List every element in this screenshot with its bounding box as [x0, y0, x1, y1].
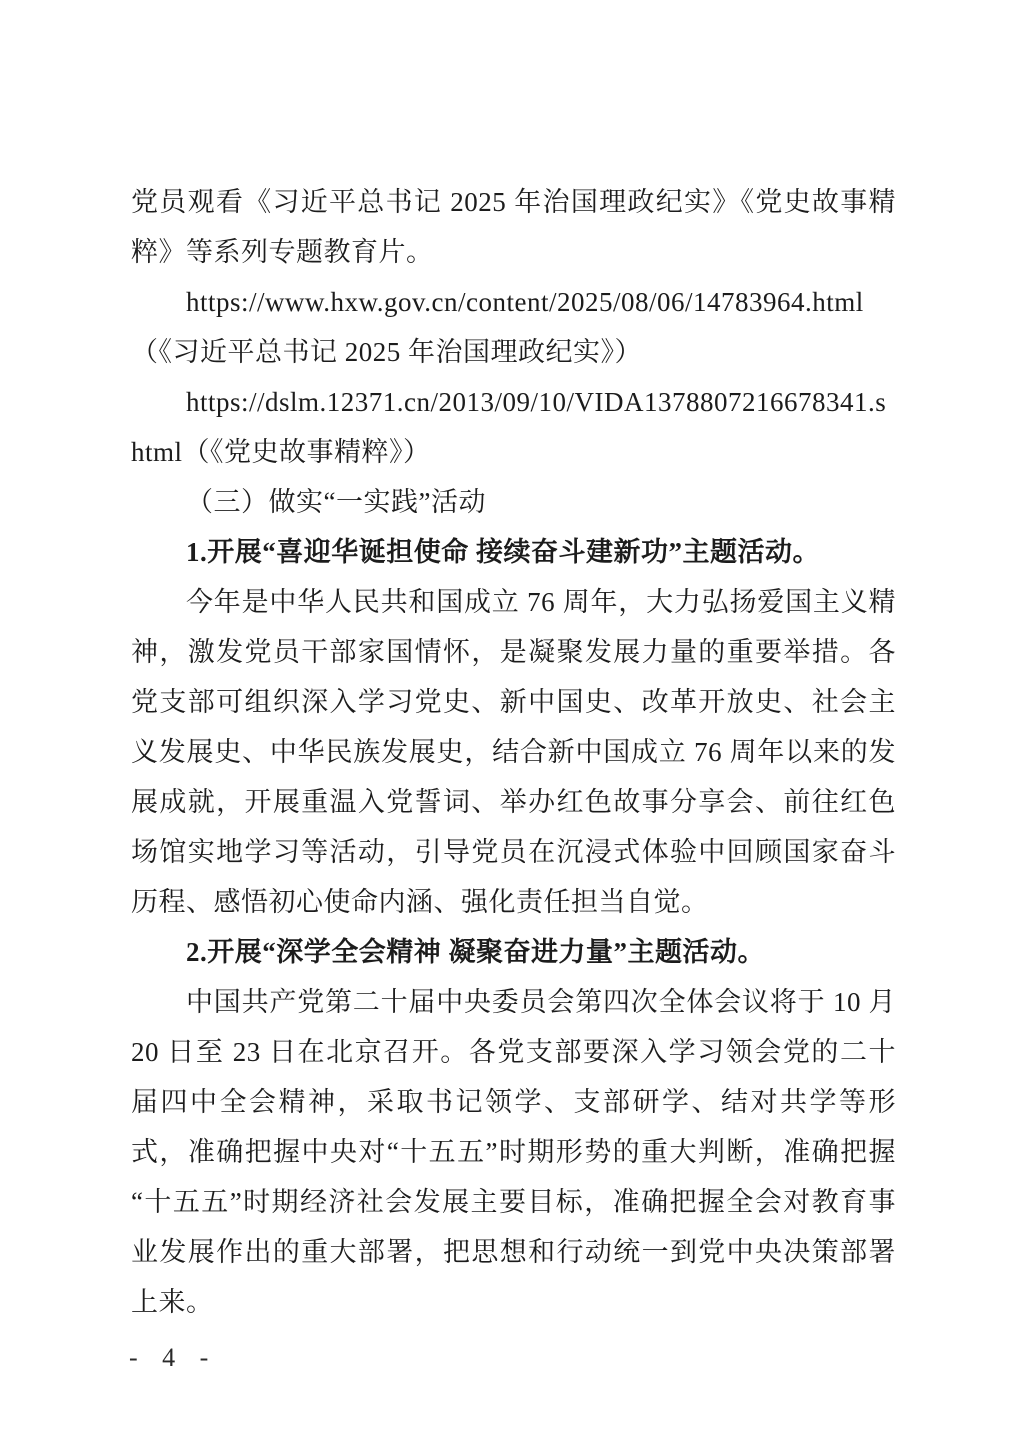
- activity-heading-1: 1.开展“喜迎华诞担使命 接续奋斗建新功”主题活动。: [186, 537, 820, 567]
- url-line-party-history-stories: https://dslm.12371.cn/2013/09/10/VIDA1378807216678341.shtml（《党史故事精粹》）: [131, 387, 887, 467]
- activity-heading-2: 2.开展“深学全会精神 凝聚奋进力量”主题活动。: [186, 937, 765, 967]
- section-heading-practice-activity: （三）做实“一实践”活动: [186, 487, 486, 517]
- document-body: [131, 177, 896, 1327]
- paragraph-activity-1-description: 今年是中华人民共和国成立 76 周年，大力弘扬爱国主义精神，激发党员干部家国情怀，是凝聚发展力量的重要举措。各党支部可组织深入学习党史、新中国史、改革开放史、社会主义发展史、中华民族发展史，结合新中国成立 76 周年以来的发展成就，开展重温入党誓词、举办红色故事分享会、前往红色场馆实地学习等活动，引导党员在沉浸式体验中回顾国家奋斗历程、感悟初心使命内涵、强化责任担当自觉。: [131, 587, 896, 917]
- page-number: - 4 -: [129, 1343, 218, 1372]
- url-line-governance-documentary: https://www.hxw.gov.cn/content/2025/08/06/14783964.html（《习近平总书记 2025 年治国理政纪实》）: [131, 287, 864, 367]
- paragraph-activity-2-description: 中国共产党第二十届中央委员会第四次全体会议将于 10 月 20 日至 23 日在北京召开。各党支部要深入学习领会党的二十届四中全会精神，采取书记领学、支部研学、结对共学等形式，准确把握中央对“十五五”时期形势的重大判断，准确把握“十五五”时期经济社会发展主要目标，准确把握全会对教育事业发展作出的重大部署，把思想和行动统一到党中央决策部署上来。: [131, 987, 896, 1317]
- paragraph-continuation-education-films: 党员观看《习近平总书记 2025 年治国理政纪实》《党史故事精粹》等系列专题教育片。: [131, 187, 896, 267]
